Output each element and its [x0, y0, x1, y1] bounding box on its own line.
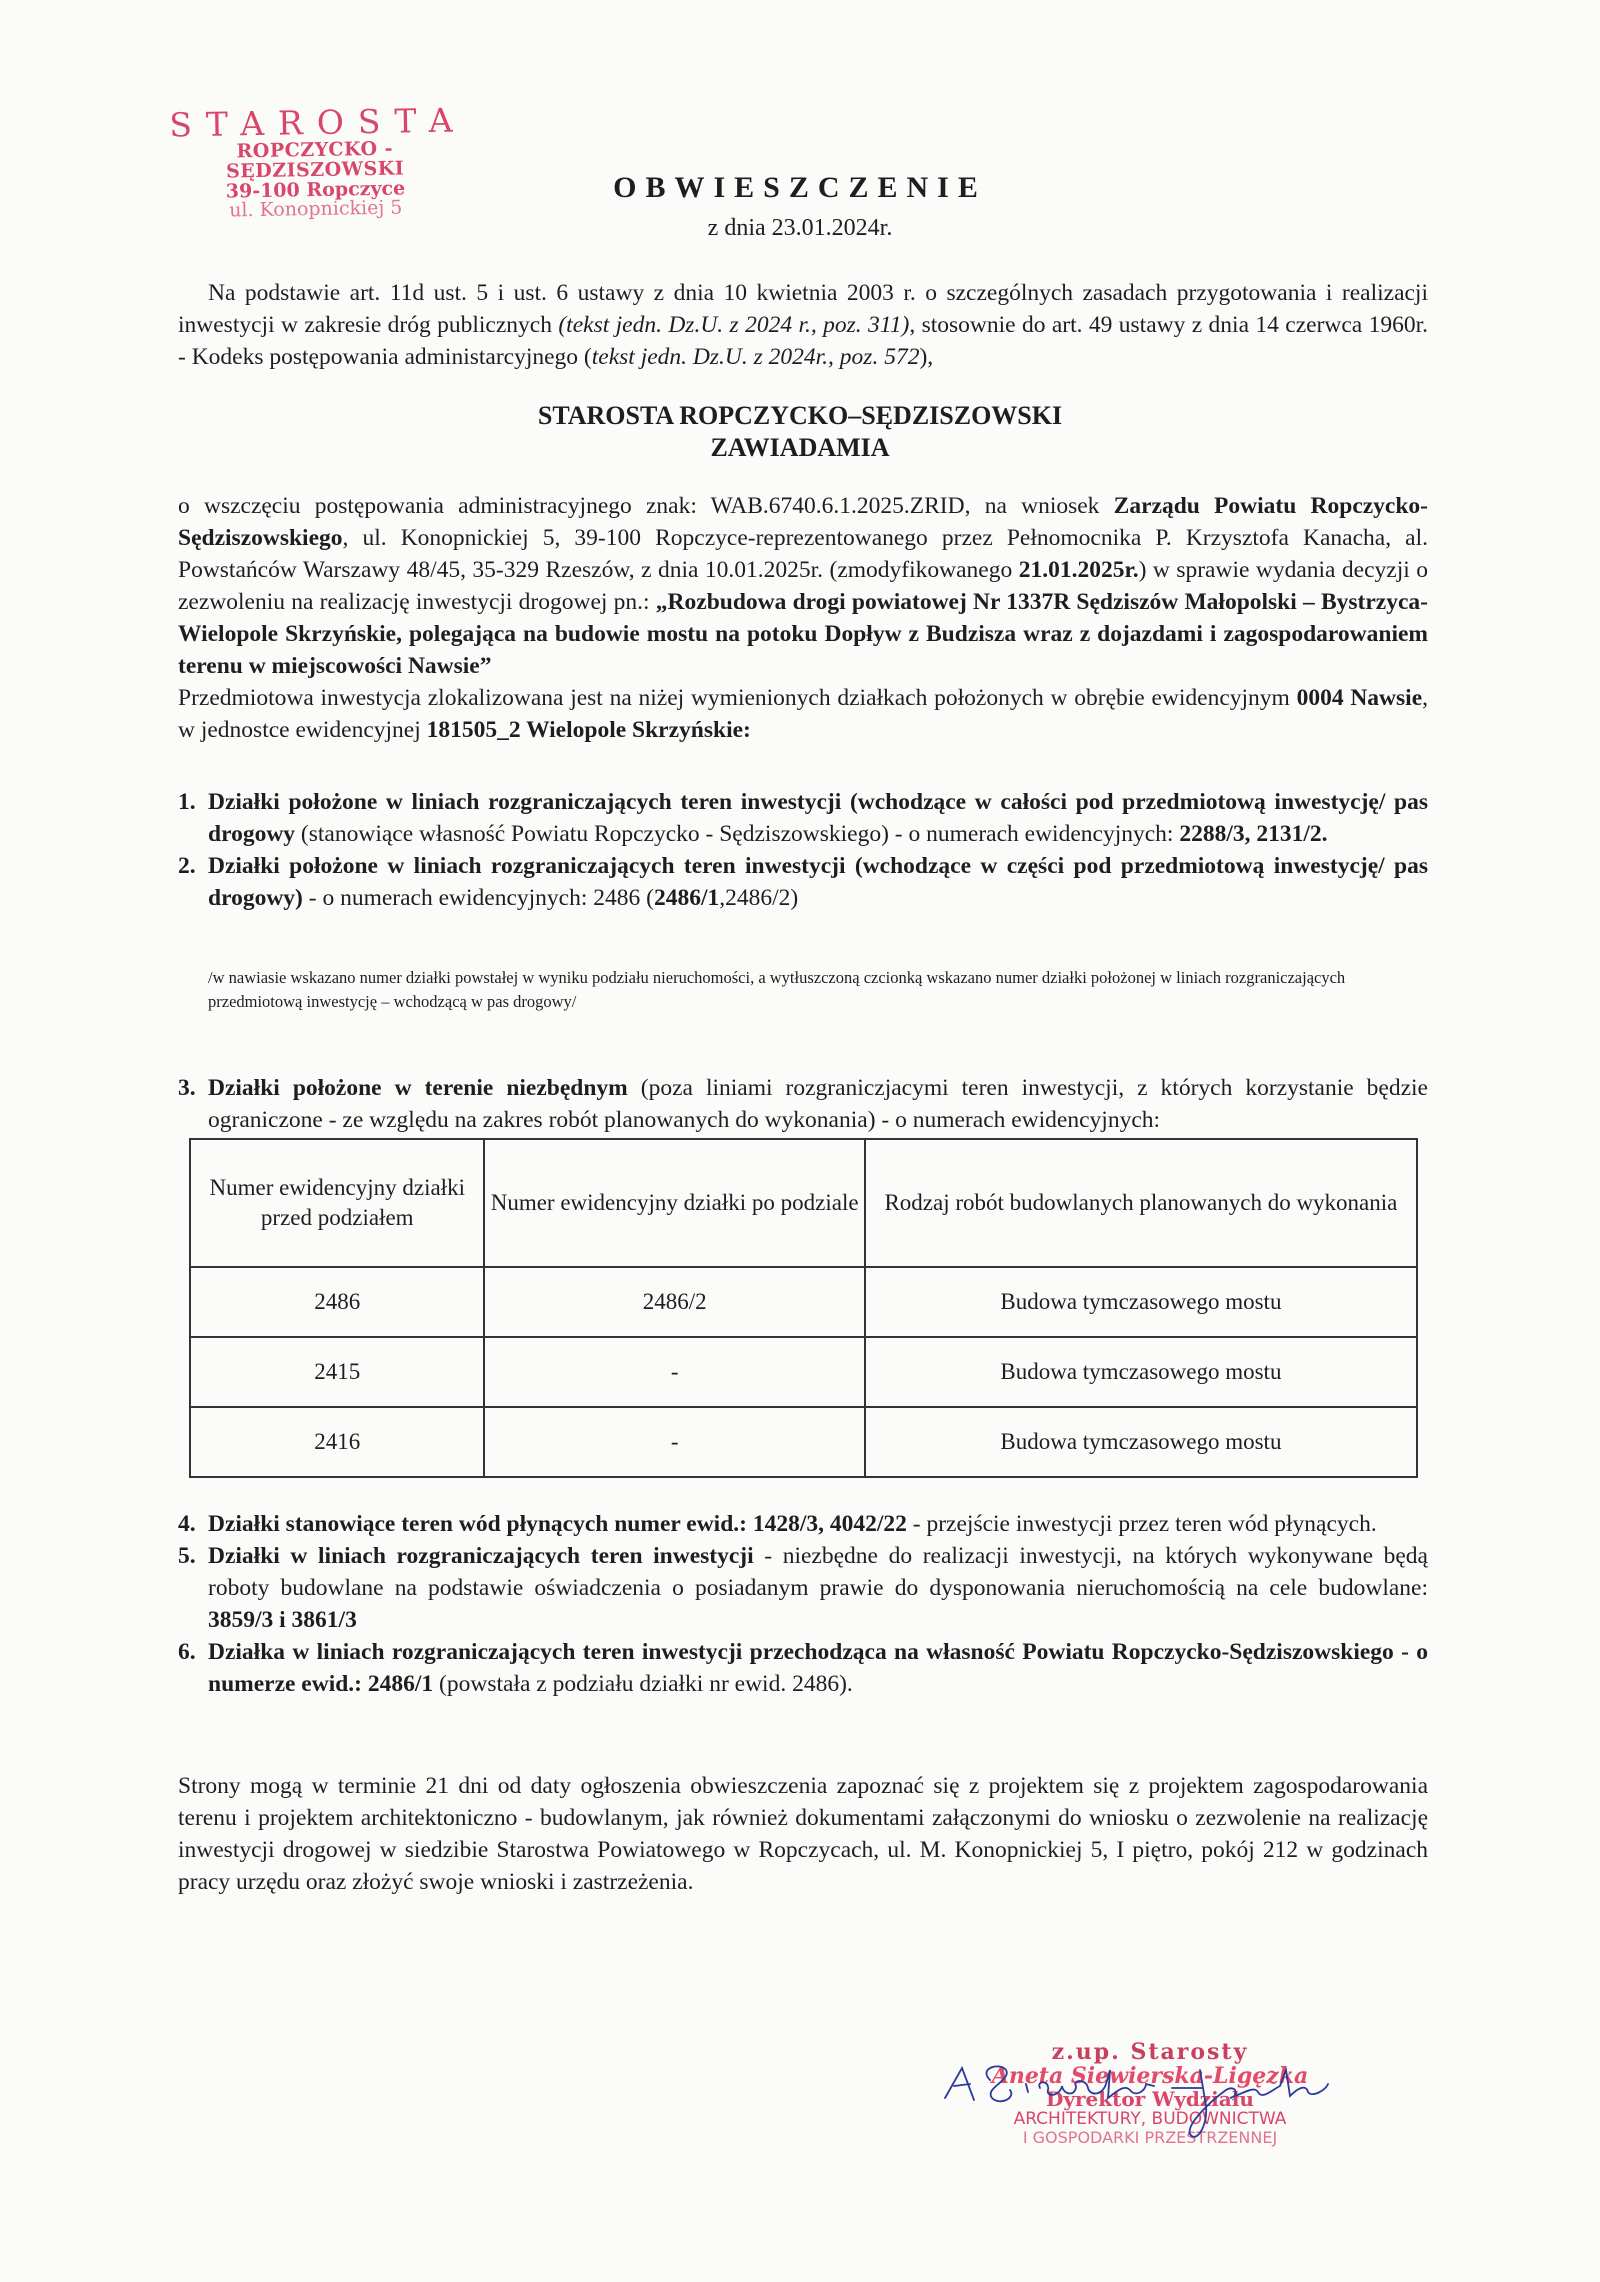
stamp-line-1: STAROSTA: [168, 100, 467, 145]
document-date: z dnia 23.01.2024r.: [707, 215, 893, 241]
office-stamp: [168, 100, 467, 222]
handwritten-signature-icon: [940, 2040, 1410, 2170]
plot-list-part2: [178, 1508, 1428, 1700]
closing-paragraph: Strony mogą w terminie 21 dni od daty ogłoszenia obwieszczenia zapoznać się z projektem się z projektem zagospodarowania terenu i projektem architektoniczno - budowlanym, jak również dokumentami załączonymi do wniosku o zezwolenie na realizację inwestycji drogowej w siedzibie Starostwa Powiatowego w Ropczycach, ul. M. Konopnickiej 5, I piętro, pokój 212 w godzinach pracy urzędu oraz złożyć swoje wnioski i zastrzeżenia.: [178, 1773, 1428, 1895]
list-item: 4. Działki stanowiące teren wód płynących numer ewid.: 1428/3, 4042/22 - przejście inwestycji przez teren wód płynących.: [178, 1511, 1377, 1537]
list-item: 1. Działki położone w liniach rozgraniczających teren inwestycji (wchodzące w całości pod przedmiotową inwestycję/ pas drogowy (stanowiące własność Powiatu Ropczycko - Sędziszowskiego) - o numerach ewidencyjnych: 2288/3, 2131/2.: [178, 789, 1428, 847]
plot-list-item3: [178, 1072, 1428, 1136]
stamp-line-4: ul. Konopnickiej 5: [229, 196, 403, 222]
stamp-line-2: ROPCZYCKO - SĘDZISZOWSKI: [225, 137, 405, 183]
list-item: 3. Działki położone w terenie niezbędnym (poza liniami rozgraniczjacymi teren inwestycji, z których korzystanie będzie ograniczone - ze względu na zakres robót planowanych do wykonania) - o numerach ewidencyjnych:: [178, 1075, 1428, 1133]
column-header: Numer ewidencyjny działki przed podziałem: [190, 1139, 484, 1267]
table-row: 2486 2486/2 Budowa tymczasowego mostu: [190, 1267, 1417, 1337]
main-notice-paragraph: o wszczęciu postępowania administracyjnego znak: WAB.6740.6.1.2025.ZRID, na wniosek Zarządu Powiatu Ropczycko-Sędziszowskiego, ul. Konopnickiej 5, 39-100 Ropczyce-reprezentowanego przez Pełnomocnika P. Krzysztofa Kanacha, al. Powstańców Warszawy 48/45, 35-329 Rzeszów, z dnia 10.01.2025r. (zmodyfikowanego 21.01.2025r.) w sprawie wydania decyzji o zezwoleniu na realizację inwestycji drogowej pn.: „Rozbudowa drogi powiatowej Nr 1337R Sędziszów Małopolski – Bystrzyca- Wielopole Skrzyńskie, polegająca na budowie mostu na potoku Dopływ z Budzisza wraz z dojazdami i zagospodarowaniem terenu w miejscowości Nawsie” Przedmiotowa inwestycja zlokalizowana jest na niżej wymienionych działkach położonych w obrębie ewidencyjnym 0004 Nawsie, w jednostce ewidencyjnej 181505_2 Wielopole Skrzyńskie:: [178, 493, 1429, 743]
table-header-row: [190, 1139, 1417, 1267]
authority-action: ZAWIADAMIA: [710, 433, 890, 462]
column-header: Numer ewidencyjny działki po podziale: [484, 1139, 864, 1267]
stamp-line-3: 39-100 Ropczyce: [225, 176, 406, 203]
department-line-2: I GOSPODARKI PRZESTRZENNEJ: [1022, 2128, 1278, 2148]
list-item: 5. Działki w liniach rozgraniczających teren inwestycji - niezbędne do realizacji inwestycji, na których wykonywane będą roboty budowlane na podstawie oświadczenia o posiadanym prawie do dysponowania nieruchomością na cele budowlane: 3859/3 i 3861/3: [178, 1543, 1428, 1633]
plots-table: [189, 1138, 1418, 1478]
department-line-1: ARCHITEKTURY, BUDOWNICTWA: [1013, 2109, 1287, 2130]
table-row: 2416 - Budowa tymczasowego mostu: [190, 1407, 1417, 1477]
list-item: 6. Działka w liniach rozgraniczających teren inwestycji przechodząca na własność Powiatu Ropczycko-Sędziszowskiego - o numerze ewid.: 2486/1 (powstała z podziału działki nr ewid. 2486).: [178, 1639, 1428, 1697]
column-header: Rodzaj robót budowlanych planowanych do wykonania: [865, 1139, 1417, 1267]
document-title: OBWIESZCZENIE: [613, 171, 987, 204]
table-row: 2415 - Budowa tymczasowego mostu: [190, 1337, 1417, 1407]
list-item: 2. Działki położone w liniach rozgraniczających teren inwestycji (wchodzące w części pod przedmiotową inwestycję/ pas drogowy) - o numerach ewidencyjnych: 2486 (2486/1,2486/2): [178, 853, 1428, 911]
signatory-title: Dyrektor Wydziału: [1046, 2087, 1254, 2112]
signatory-name: Aneta Siewierska-Ligęzka: [991, 2063, 1309, 2090]
stamp-line-1: z.up. Starosty: [1051, 2039, 1249, 2065]
footnote: /w nawiasie wskazano numer działki powstałej w wyniku podziału nieruchomości, a wytłuszczoną czcionką wskazano numer działki położonej w liniach rozgraniczających przedmiotową inwestycję – wchodzącą w pas drogowy/: [208, 968, 1346, 1011]
project-name: „Rozbudowa drogi powiatowej Nr 1337R Sędziszów Małopolski – Bystrzyca- Wielopole Skrzyńskie, polegająca na budowie mostu na potoku Dopływ z Budzisza wraz z dojazdami i zagospodarowaniem terenu w miejscowości Nawsie”: [178, 589, 1428, 679]
plot-list-part1: [178, 786, 1428, 914]
authority-heading: STAROSTA ROPCZYCKO–SĘDZISZOWSKI: [537, 401, 1063, 430]
legal-basis-paragraph: Na podstawie art. 11d ust. 5 i ust. 6 ustawy z dnia 10 kwietnia 2003 r. o szczególnych zasadach przygotowania i realizacji inwestycji w zakresie dróg publicznych (tekst jedn. Dz.U. z 2024 r., poz. 311), stosownie do art. 49 ustawy z dnia 14 czerwca 1960r. - Kodeks postępowania administarcyjnego (tekst jedn. Dz.U. z 2024r., poz. 572),: [178, 280, 1428, 370]
